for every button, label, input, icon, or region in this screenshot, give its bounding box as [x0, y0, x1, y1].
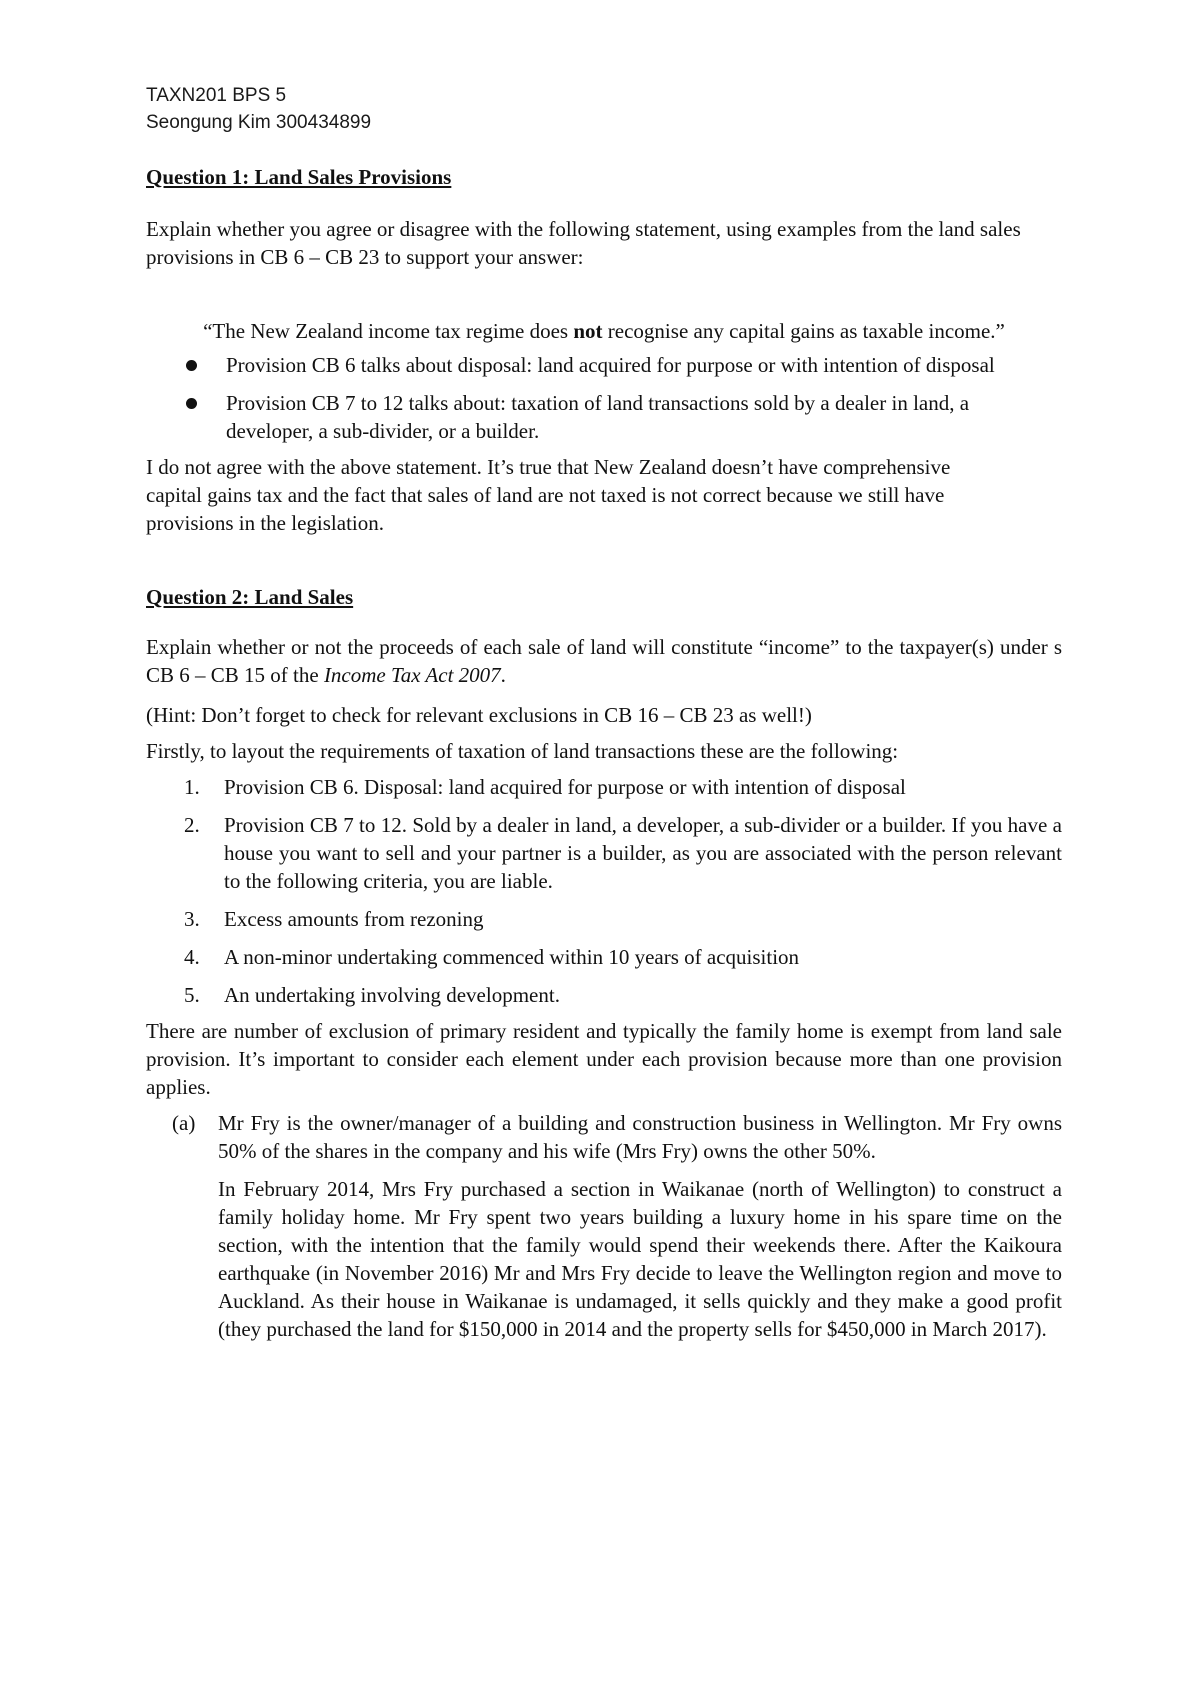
- case-a-paragraph-1: Mr Fry is the owner/manager of a building and construction business in Wellington. Mr Fry owns 50% of the shares in the company and his wife (Mrs Fry) owns the other 50%.: [218, 1111, 1062, 1163]
- quote-emphasis: not: [573, 319, 603, 343]
- bullet-icon: [186, 360, 197, 371]
- list-item: [146, 773, 1062, 801]
- list-item-text: An undertaking involving development.: [224, 983, 560, 1007]
- course-code: TAXN201 BPS 5: [146, 85, 287, 106]
- requirements-list: [146, 773, 1062, 1009]
- question-1-answer: I do not agree with the above statement. It’s true that New Zealand doesn’t have comprehensive capital gains tax and the fact that sales of land are not taxed is not correct because we still have provisions in the legislation.: [146, 455, 951, 535]
- question-2-prompt: [146, 633, 1062, 689]
- act-title: Income Tax Act 2007: [323, 663, 501, 687]
- bullet-icon: [186, 398, 197, 409]
- question-1-quote: [146, 317, 1062, 345]
- list-item-text: Provision CB 6. Disposal: land acquired for purpose or with intention of disposal: [224, 775, 906, 799]
- question-2-heading: Question 2: Land Sales: [146, 585, 354, 609]
- bullet-text: Provision CB 7 to 12 talks about: taxation of land transactions sold by a dealer in land, a developer, a sub-divider, or a builder.: [226, 391, 970, 443]
- bullet-text: Provision CB 6 talks about disposal: land acquired for purpose or with intention of disposal: [226, 353, 995, 377]
- document-page: [146, 82, 1062, 1343]
- document-header: [146, 82, 1062, 136]
- case-a-paragraph-2: In February 2014, Mrs Fry purchased a section in Waikanae (north of Wellington) to construct a family holiday home. Mr Fry spent two years building a luxury home in his spare time on the section, with the intention that the family would spend their weekends there. After the Kaikoura earthquake (in November 2016) Mr and Mrs Fry decide to leave the Wellington region and move to Auckland. As their house in Waikanae is undamaged, it sells quickly and they make a good profit (they purchased the land for $150,000 in 2014 and the property sells for $450,000 in March 2017).: [218, 1177, 1062, 1341]
- list-number: 2.: [184, 813, 200, 837]
- list-item-text: A non-minor undertaking commenced within 10 years of acquisition: [224, 945, 800, 969]
- prompt-text-before: Explain whether or not the proceeds of each sale of land will constitute “income” to the taxpayer(s) under s CB 6 – CB 15 of the: [146, 635, 1062, 687]
- list-item: [146, 981, 1062, 1009]
- question-1-prompt: Explain whether you agree or disagree with the following statement, using examples from the land sales provisions in CB 6 – CB 23 to support your answer:: [146, 217, 1021, 269]
- exclusion-paragraph: There are number of exclusion of primary resident and typically the family home is exempt from land sale provision. It’s important to consider each element under each provision because more than one provision applies.: [146, 1019, 1062, 1099]
- list-item-text: Provision CB 7 to 12. Sold by a dealer in land, a developer, a sub-divider or a builder. If you have a house you want to sell and your partner is a builder, as you are associated with the person relevant to the following criteria, you are liable.: [224, 813, 1062, 893]
- list-item: [146, 943, 1062, 971]
- prompt-text-after: .: [500, 663, 506, 687]
- bullet-item: [146, 389, 1062, 445]
- case-a: [146, 1109, 1062, 1343]
- bullet-item: [146, 351, 1062, 379]
- list-item-text: Excess amounts from rezoning: [224, 907, 484, 931]
- quote-text-after: recognise any capital gains as taxable income.”: [602, 319, 1005, 343]
- student-name: Seongung Kim 300434899: [146, 112, 372, 133]
- question-1-heading: Question 1: Land Sales Provisions: [146, 165, 452, 189]
- list-number: 1.: [184, 775, 200, 799]
- list-item: [146, 905, 1062, 933]
- list-number: 4.: [184, 945, 200, 969]
- list-number: 5.: [184, 983, 200, 1007]
- quote-text-before: “The New Zealand income tax regime does: [203, 319, 574, 343]
- requirements-intro: Firstly, to layout the requirements of taxation of land transactions these are the following:: [146, 739, 899, 763]
- case-marker: (a): [172, 1111, 196, 1135]
- list-number: 3.: [184, 907, 200, 931]
- question-1-bullets: [146, 351, 1062, 445]
- list-item: [146, 811, 1062, 895]
- question-2-hint: (Hint: Don’t forget to check for relevant exclusions in CB 16 – CB 23 as well!): [146, 703, 812, 727]
